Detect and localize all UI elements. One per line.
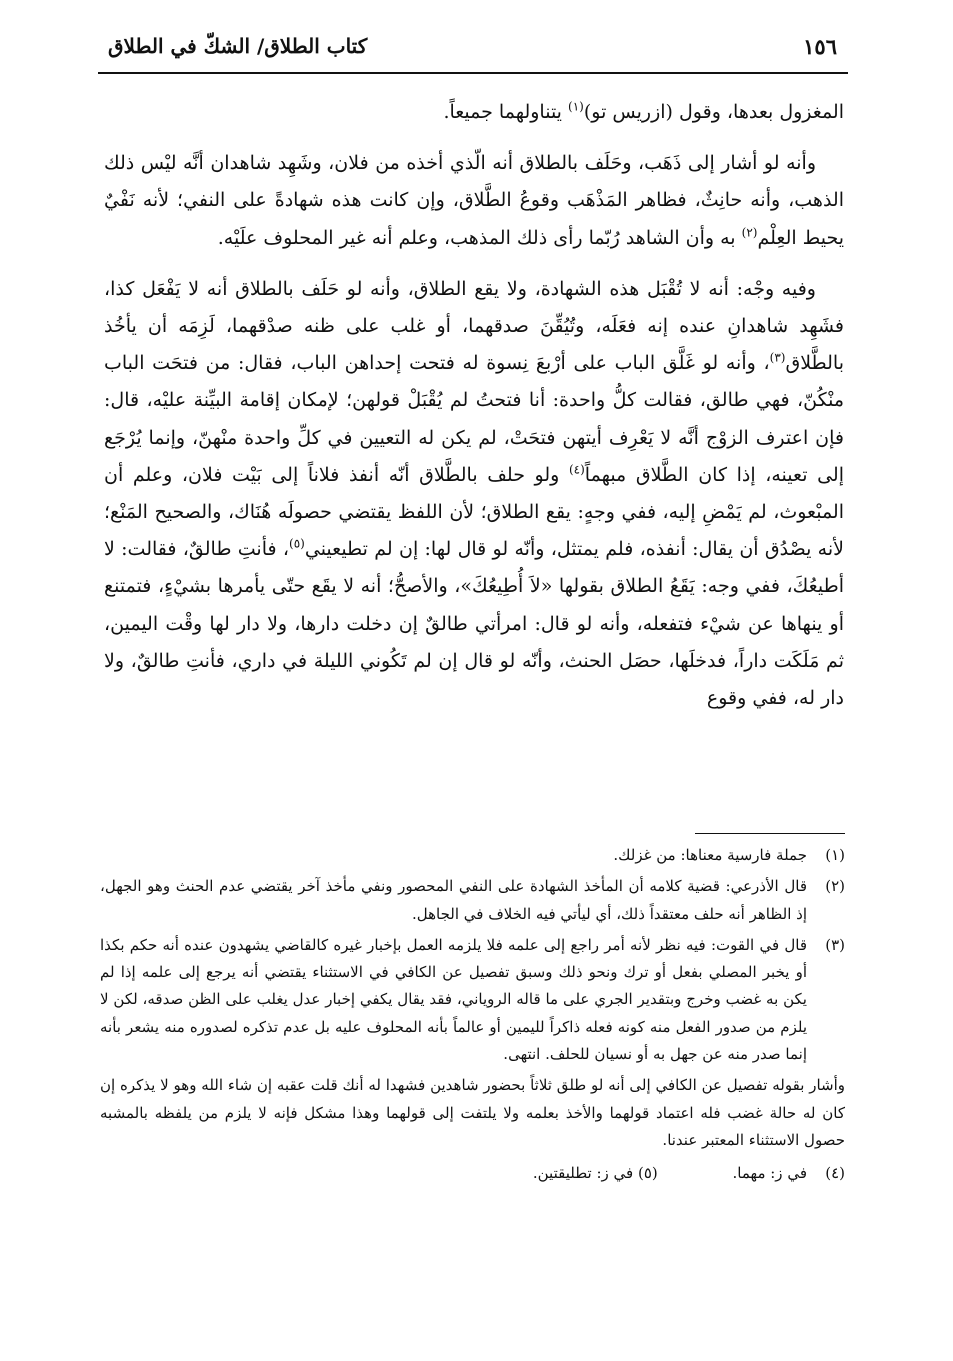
- footnote-number: (١): [825, 846, 845, 864]
- footnote-5-text: في ز: تطليقتين.: [532, 1164, 634, 1183]
- page-header: [100, 28, 845, 68]
- footnote-text: قال الأذرعي: قضية كلامه أن المأخذ الشهادة على النفي المحصور ونفي مأخذ آخر يقتضي عدم الحنث وهو الجهل، إذ الظاهر أنه حلف معتقداً ذلك، أي ليأتي فيه الخلاف في الجاهل.: [100, 877, 807, 923]
- running-title: كتاب الطلاق/ الشكّ في الطلاق: [108, 34, 368, 58]
- paragraph-1: المغزول بعدها، وقول (ازريس تو)$^{(١)}$ يتناولهما جميعاً.: [443, 99, 844, 123]
- footnote-5: [533, 1160, 658, 1187]
- page-number: ١٥٦: [803, 34, 837, 59]
- footnote-3: [100, 932, 845, 1068]
- footnote-text: قال في القوت: فيه نظر لأنه أمر راجع إلى علمه فلا يلزمه العمل بإخبار غيره كالقاضي يشهدون عنده أنه حكم بكذا أو يخبر المصلي بفعل أو ترك ونحو ذلك وسبق تفصيل عن الكافي في الاستثناء يقتضي أنه يرجع إلى علمه إذا لم يكن به غضب وخرج وبتقدير الجري على ما قاله الروياني، فقد يقال يكفي إخبار عدل يغلب على الظن صدقه، لكن لا يلزم من صدور الفعل منه كونه فعله ذاكراً لليمين أو عالماً بأنه المحلوف عليه بل عدم تذكره لصدوره منه يشعر بأنه إنما صدر منه عن جهل به أو نسيان للحلف. انتهى.: [100, 935, 807, 1064]
- footnote-ref-3: (٣): [769, 350, 786, 365]
- paragraph-3: وفيه وجْه: أنه لا تُقْبَل هذه الشهادة، ولا يقع الطلاق، وأنه لو حَلَف بالطلاق أنه لا يَفْعَل كذا، فشَهِد شاهدانِ عنده إنه فعَلَه، وتُيُقِّنَ صدقهما، أو غلب على ظنه صدْقهما، لَزِمَه أن يأخُذ بالطَّلاق$^{(٣)}$، وأنه لو غَلَّق الباب على أرْبعَ نِسوة له فتحت إحداهن الباب، فقال: من فتحَت الباب منْكُنّ، فهي طالق، فقالت كلُّ واحدة: أنا فتحتُ لم يُقْبَلْ قولهن؛ لإمكان إقامة البيِّنة عليْه، قال: فإن اعترف الزوْج أنَّه لا يَعْرِف أيتهن فتحَتْ، لم يكن له التعيين في كلِّ واحدة منْهنّ، وإنما يُرْجَع إلى تعينه، إذا كان الطَّلاق مبهماً$^{(٤)}$ ولو حلف بالطَّلاق أنّه أنفذ فلاناً إلى بَيْت فلان، وعلم أن المبْعوث، لم يَمْضِ إليه، ففي وجهٍ: يقع الطلاق؛ لأن اللفظ يقتضي حصولَه هُنَاك، والصحيح المَنْع؛ لأنه يصْدُق أن يقال: أنفذه، فلم يمتثل، وأنّه لو قال لها: إن لم تطيعيني$^{(٥)}$، فأنتِ طالقٌ، فقالت: لا أطيعُكَ، ففي وجه: يَقَعُ الطلاق بقولها «لاَ أُطِيعُكَ»، والأصحُّ؛ أنه لا يقَع حتّى يأمرها بشيْءٍ، فتمتنع أو ينهاها عن شيْء فتفعله، وأنه لو قال: امرأتي طالقٌ إن دخلت دارها، ولا دار لها وقْت اليمين، ثم مَلَكَت داراً، فدخلَها، حصَل الحنث، وأنّه لو قال إن لم تَكُوني الليلة في داري، فأنتِ طالقٌ، ولا دار له، ففي وقوع: [104, 277, 844, 710]
- footnote-3-continuation: وأشار بقوله تفصيل عن الكافي إلى أنه لو طلق ثلاثاً بحضور شاهدين فشهدا له أنك قلت عقبه إن شاء الله وهو لا يذكره إن كان له حالة غضب فله اعتماد قولهما والأخذ بعلمه ولا يلتفت إلى قولهما وهذا مشكل فإنه لا يلزم من يلفظه بالمشبه حصول الاستثناء المعتبر عندنا.: [100, 1076, 845, 1149]
- footnote-number: (٥): [637, 1164, 658, 1183]
- footnote-4-text: في ز: مهما.: [732, 1164, 807, 1183]
- footnote-ref-4: (٤): [568, 462, 585, 477]
- footnote-divider: [695, 833, 845, 834]
- footnotes-4-5: [100, 1160, 845, 1187]
- footnote-1: [100, 842, 845, 869]
- footnote-number: (٣): [825, 935, 845, 954]
- footnote-ref-2: (٢): [741, 225, 758, 240]
- footnote-number: (٤): [825, 1164, 845, 1183]
- paragraph-2: وأنه لو أشار إلى ذَهَب، وحَلَف بالطلاق أنه الّذي أخذه من فلان، وشَهِد شاهدان أنَّه ليْس ذلك الذهب، وأنه حانِثٌ، فظاهر المَذْهَب وقوعُ الطَّلاق، وإن كانت هذه شهادةً على النفي؛ لأنه نَفْيٌ يحيط العِلْم$^{(٢)}$ به وأن الشاهد رُبّما رأى ذلك المذهب، وعلم أنه غير المحلوف علَيْه.: [104, 152, 844, 249]
- footnote-ref-1: (١): [568, 99, 584, 114]
- footnote-text: جملة فارسية معناها: من غزلك.: [613, 846, 807, 864]
- footnote-2: [100, 873, 845, 928]
- footnote-ref-5: (٥): [289, 536, 305, 551]
- footnote-number: (٢): [825, 877, 845, 896]
- header-divider: [98, 72, 848, 74]
- main-text: [104, 94, 844, 731]
- footnotes: [100, 842, 845, 1188]
